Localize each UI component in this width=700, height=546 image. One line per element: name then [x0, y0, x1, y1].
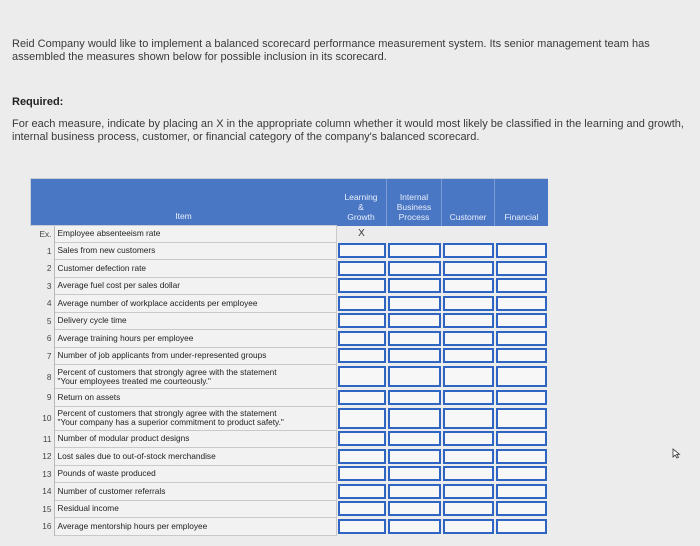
answer-cell-internal: [387, 430, 442, 448]
answer-cell-internal: [387, 295, 442, 313]
answer-input-customer[interactable]: [443, 466, 494, 481]
answer-cell-financial: [495, 312, 549, 330]
answer-cell-customer: [442, 430, 495, 448]
answer-cell-learning: [336, 406, 387, 430]
row-number: 16: [31, 518, 55, 536]
row-label: Pounds of waste produced: [54, 465, 336, 483]
answer-cell-learning: [336, 260, 387, 278]
table-row: [31, 330, 549, 348]
answer-input-financial[interactable]: [496, 331, 548, 346]
example-label: Employee absenteeism rate: [54, 226, 336, 243]
answer-cell-learning: [336, 330, 387, 348]
row-number: 10: [31, 406, 55, 430]
example-customer-cell: [442, 226, 495, 243]
answer-input-learning[interactable]: [338, 449, 386, 464]
answer-cell-internal: [387, 465, 442, 483]
row-label: Lost sales due to out-of-stock merchandise: [54, 448, 336, 466]
answer-cell-internal: [387, 260, 442, 278]
answer-input-financial[interactable]: [496, 348, 548, 363]
answer-cell-learning: [336, 312, 387, 330]
answer-input-customer[interactable]: [443, 313, 494, 328]
example-learning-mark: X: [336, 226, 387, 243]
example-financial-cell: [495, 226, 549, 243]
answer-cell-customer: [442, 365, 495, 389]
answer-input-learning[interactable]: [338, 408, 386, 429]
answer-input-internal[interactable]: [388, 449, 441, 464]
answer-input-customer[interactable]: [443, 431, 494, 446]
header-internal-line2: Business: [396, 201, 432, 212]
table-row: [31, 500, 549, 518]
answer-cell-financial: [495, 483, 549, 501]
answer-cell-financial: [495, 465, 549, 483]
table-row: [31, 483, 549, 501]
answer-cell-financial: [495, 277, 549, 295]
answer-input-internal[interactable]: [388, 278, 441, 293]
row-label: Return on assets: [54, 389, 336, 407]
table-row: [31, 312, 549, 330]
answer-cell-internal: [387, 389, 442, 407]
answer-cell-financial: [495, 242, 549, 260]
table-row: [31, 365, 549, 389]
answer-input-learning[interactable]: [338, 431, 386, 446]
required-label: Required:: [12, 96, 64, 108]
answer-input-financial[interactable]: [496, 484, 548, 499]
answer-cell-financial: [495, 260, 549, 278]
answer-cell-learning: [336, 430, 387, 448]
row-number: 12: [31, 448, 55, 466]
row-number: 4: [31, 295, 55, 313]
answer-input-internal[interactable]: [388, 366, 441, 387]
row-number: 8: [31, 365, 55, 389]
row-label: [54, 406, 336, 430]
answer-input-learning[interactable]: [338, 278, 386, 293]
row-label: Number of modular product designs: [54, 430, 336, 448]
answer-cell-internal: [387, 277, 442, 295]
answer-cell-internal: [387, 242, 442, 260]
answer-input-internal[interactable]: [388, 431, 441, 446]
row-number: 13: [31, 465, 55, 483]
answer-cell-learning: [336, 277, 387, 295]
answer-cell-customer: [442, 500, 495, 518]
answer-input-learning[interactable]: [338, 466, 386, 481]
answer-cell-customer: [442, 389, 495, 407]
answer-input-customer[interactable]: [443, 449, 494, 464]
answer-cell-financial: [495, 406, 549, 430]
row-label: Number of job applicants from under-represented groups: [54, 347, 336, 365]
answer-cell-financial: [495, 518, 549, 536]
row-number: 6: [31, 330, 55, 348]
answer-cell-learning: [336, 242, 387, 260]
answer-cell-learning: [336, 365, 387, 389]
answer-input-customer[interactable]: [443, 348, 494, 363]
scorecard-worksheet: [30, 178, 548, 536]
row-label-line1: Percent of customers that strongly agree with the statement: [57, 408, 277, 418]
answer-cell-internal: [387, 500, 442, 518]
answer-cell-customer: [442, 312, 495, 330]
answer-cell-internal: [387, 483, 442, 501]
answer-cell-customer: [442, 295, 495, 313]
answer-input-customer[interactable]: [443, 278, 494, 293]
header-financial: Financial: [495, 179, 549, 226]
answer-input-financial[interactable]: [496, 261, 548, 276]
row-number: 11: [31, 430, 55, 448]
answer-cell-learning: [336, 500, 387, 518]
answer-cell-customer: [442, 277, 495, 295]
table-row: [31, 347, 549, 365]
header-internal-business: [387, 179, 442, 226]
table-row: [31, 295, 549, 313]
answer-input-customer[interactable]: [443, 296, 494, 311]
row-number: 15: [31, 500, 55, 518]
header-internal-line1: Internal: [399, 191, 429, 202]
row-label: Customer defection rate: [54, 260, 336, 278]
answer-cell-customer: [442, 347, 495, 365]
answer-input-financial[interactable]: [496, 519, 548, 534]
row-number: 9: [31, 389, 55, 407]
answer-cell-learning: [336, 465, 387, 483]
answer-input-financial[interactable]: [496, 449, 548, 464]
answer-cell-customer: [442, 406, 495, 430]
answer-input-customer[interactable]: [443, 501, 494, 516]
answer-input-internal[interactable]: [388, 313, 441, 328]
answer-input-customer[interactable]: [443, 243, 494, 258]
answer-input-customer[interactable]: [443, 484, 494, 499]
answer-cell-customer: [442, 518, 495, 536]
answer-input-financial[interactable]: [496, 390, 548, 405]
answer-input-financial[interactable]: [496, 408, 548, 429]
row-number: 3: [31, 277, 55, 295]
answer-cell-financial: [495, 500, 549, 518]
answer-input-internal[interactable]: [388, 390, 441, 405]
row-label-line2: "Your employees treated me courteously.": [57, 375, 211, 386]
mouse-pointer-icon: [672, 448, 681, 459]
row-number: 14: [31, 483, 55, 501]
table-row: [31, 518, 549, 536]
scorecard-table: [30, 178, 548, 536]
table-row: [31, 465, 549, 483]
answer-input-financial[interactable]: [496, 313, 548, 328]
answer-cell-financial: [495, 389, 549, 407]
answer-input-internal[interactable]: [388, 484, 441, 499]
table-header: [31, 179, 549, 226]
answer-cell-customer: [442, 260, 495, 278]
header-internal-line3: Process: [398, 211, 430, 222]
answer-input-learning[interactable]: [338, 296, 386, 311]
header-learning-growth: [336, 179, 387, 226]
row-label-line1: Percent of customers that strongly agree with the statement: [57, 366, 277, 377]
header-customer: Customer: [442, 179, 495, 226]
table-row: [31, 277, 549, 295]
answer-input-customer[interactable]: [443, 519, 494, 534]
answer-cell-learning: [336, 389, 387, 407]
answer-cell-learning: [336, 448, 387, 466]
answer-cell-internal: [387, 518, 442, 536]
answer-cell-customer: [442, 465, 495, 483]
answer-cell-internal: [387, 312, 442, 330]
answer-input-financial[interactable]: [496, 296, 548, 311]
answer-cell-customer: [442, 330, 495, 348]
row-label: Average fuel cost per sales dollar: [54, 277, 336, 295]
answer-input-learning[interactable]: [338, 484, 386, 499]
answer-input-learning[interactable]: [338, 331, 386, 346]
answer-input-financial[interactable]: [496, 501, 548, 516]
table-row: [31, 448, 549, 466]
row-number: 2: [31, 260, 55, 278]
answer-input-customer[interactable]: [443, 366, 494, 387]
answer-cell-internal: [387, 347, 442, 365]
row-label: Average training hours per employee: [54, 330, 336, 348]
answer-cell-financial: [495, 347, 549, 365]
answer-input-internal[interactable]: [388, 296, 441, 311]
answer-input-learning[interactable]: [338, 519, 386, 534]
row-label: Number of customer referrals: [54, 483, 336, 501]
example-internal-cell: [387, 226, 442, 243]
answer-input-financial[interactable]: [496, 466, 548, 481]
answer-input-financial[interactable]: [496, 278, 548, 293]
answer-input-learning[interactable]: [338, 261, 386, 276]
answer-cell-learning: [336, 347, 387, 365]
answer-input-learning[interactable]: [338, 348, 386, 363]
row-label: [54, 365, 336, 389]
header-learning-line1: Learning: [344, 191, 378, 202]
row-label: Delivery cycle time: [54, 312, 336, 330]
answer-cell-financial: [495, 365, 549, 389]
row-label-line2: "Your company has a superior commitment to product safety.": [57, 417, 284, 427]
answer-input-internal[interactable]: [388, 348, 441, 363]
row-label: Average mentorship hours per employee: [54, 518, 336, 536]
answer-input-internal[interactable]: [388, 501, 441, 516]
answer-input-financial[interactable]: [496, 243, 548, 258]
answer-cell-financial: [495, 295, 549, 313]
answer-cell-learning: [336, 483, 387, 501]
answer-input-internal[interactable]: [388, 331, 441, 346]
answer-cell-internal: [387, 330, 442, 348]
answer-input-customer[interactable]: [443, 261, 494, 276]
answer-cell-learning: [336, 295, 387, 313]
answer-input-internal[interactable]: [388, 243, 441, 258]
problem-instructions: For each measure, indicate by placing an X in the appropriate column whether it would most likely be classified in the learning and growth, internal business process, customer, or financial category of the company's balanced scorecard.: [12, 118, 684, 143]
answer-cell-financial: [495, 448, 549, 466]
table-row: [31, 430, 549, 448]
header-learning-line3: Growth: [347, 211, 375, 222]
answer-input-internal[interactable]: [388, 261, 441, 276]
answer-input-learning[interactable]: [338, 390, 386, 405]
answer-cell-customer: [442, 483, 495, 501]
answer-input-learning[interactable]: [338, 313, 386, 328]
answer-cell-internal: [387, 448, 442, 466]
example-number: Ex.: [31, 226, 55, 243]
table-row: [31, 406, 549, 430]
answer-input-internal[interactable]: [388, 519, 441, 534]
answer-cell-learning: [336, 518, 387, 536]
answer-cell-internal: [387, 406, 442, 430]
table-row: [31, 242, 549, 260]
answer-cell-customer: [442, 448, 495, 466]
table-row: [31, 260, 549, 278]
answer-input-internal[interactable]: [388, 466, 441, 481]
example-row: [31, 226, 549, 243]
answer-cell-customer: [442, 242, 495, 260]
problem-intro: Reid Company would like to implement a balanced scorecard performance measurement system. Its senior management team has assembled the measures shown below for possible inclusion in its scorecard.: [12, 38, 650, 63]
answer-input-customer[interactable]: [443, 390, 494, 405]
table-row: [31, 389, 549, 407]
row-number: 5: [31, 312, 55, 330]
answer-input-learning[interactable]: [338, 366, 386, 387]
answer-input-financial[interactable]: [496, 431, 548, 446]
row-number: 1: [31, 242, 55, 260]
answer-input-internal[interactable]: [388, 408, 441, 429]
row-label: Average number of workplace accidents per employee: [54, 295, 336, 313]
answer-input-financial[interactable]: [496, 366, 548, 387]
answer-cell-internal: [387, 365, 442, 389]
row-number: 7: [31, 347, 55, 365]
header-learning-line2: &: [358, 201, 364, 212]
answer-input-customer[interactable]: [443, 331, 494, 346]
header-item: Item: [31, 179, 337, 226]
answer-cell-financial: [495, 430, 549, 448]
row-label: Sales from new customers: [54, 242, 336, 260]
answer-input-learning[interactable]: [338, 243, 386, 258]
answer-input-customer[interactable]: [443, 408, 494, 429]
answer-input-learning[interactable]: [338, 501, 386, 516]
answer-cell-financial: [495, 330, 549, 348]
row-label: Residual income: [54, 500, 336, 518]
